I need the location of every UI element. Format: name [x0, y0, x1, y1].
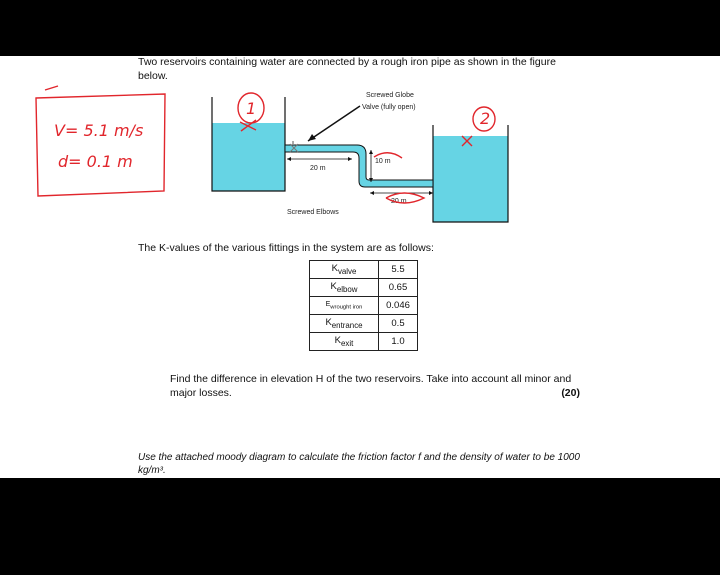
valve-label-line1: Screwed Globe: [366, 92, 414, 99]
elbows-label: Screwed Elbows: [287, 209, 339, 216]
rough-iron-pipe: [285, 145, 433, 187]
k-values-intro: The K-values of the various fittings in the system are as follows:: [138, 242, 434, 254]
given-values-box: [36, 94, 165, 196]
point1-label: 1: [246, 99, 257, 118]
reservoir-diagram: [0, 56, 720, 246]
table-row: $E_{wrought iron}$ 0.046: [310, 297, 418, 315]
velocity-annotation: V= 5.1 m/s: [54, 121, 144, 140]
problem-intro: Two reservoirs containing water are connected by a rough iron pipe as shown in the figure below.: [138, 56, 556, 82]
k-values-table: [309, 260, 418, 351]
diameter-annotation: d= 0.1 m: [58, 152, 133, 171]
right-reservoir-water: [433, 136, 508, 222]
table-row: $K_{exit}$ 1.0: [310, 333, 418, 351]
moody-note: Use the attached moody diagram to calculate the friction factor f and the density of water to be 1000 kg/m³.: [138, 452, 580, 476]
valve-label-line2: Valve (fully open): [362, 104, 416, 111]
left-reservoir-water: [212, 123, 285, 191]
table-row: $K_{entrance}$ 0.5: [310, 315, 418, 333]
valve-pointer-arrow: [308, 106, 360, 141]
point2-label: 2: [480, 109, 491, 128]
question-text: Find the difference in elevation H of the two reservoirs. Take into account all minor and major losses. (20): [170, 373, 580, 399]
drop-length-label: 10 m: [375, 158, 391, 165]
pipe2-length-label: 20 m: [391, 198, 407, 205]
pipe1-length-label: 20 m: [310, 165, 326, 172]
table-row: $K_{valve}$ 5.5: [310, 261, 418, 279]
table-row: $K_{elbow}$ 0.65: [310, 279, 418, 297]
marks-label: (20): [561, 387, 580, 399]
document-page: [0, 56, 720, 478]
